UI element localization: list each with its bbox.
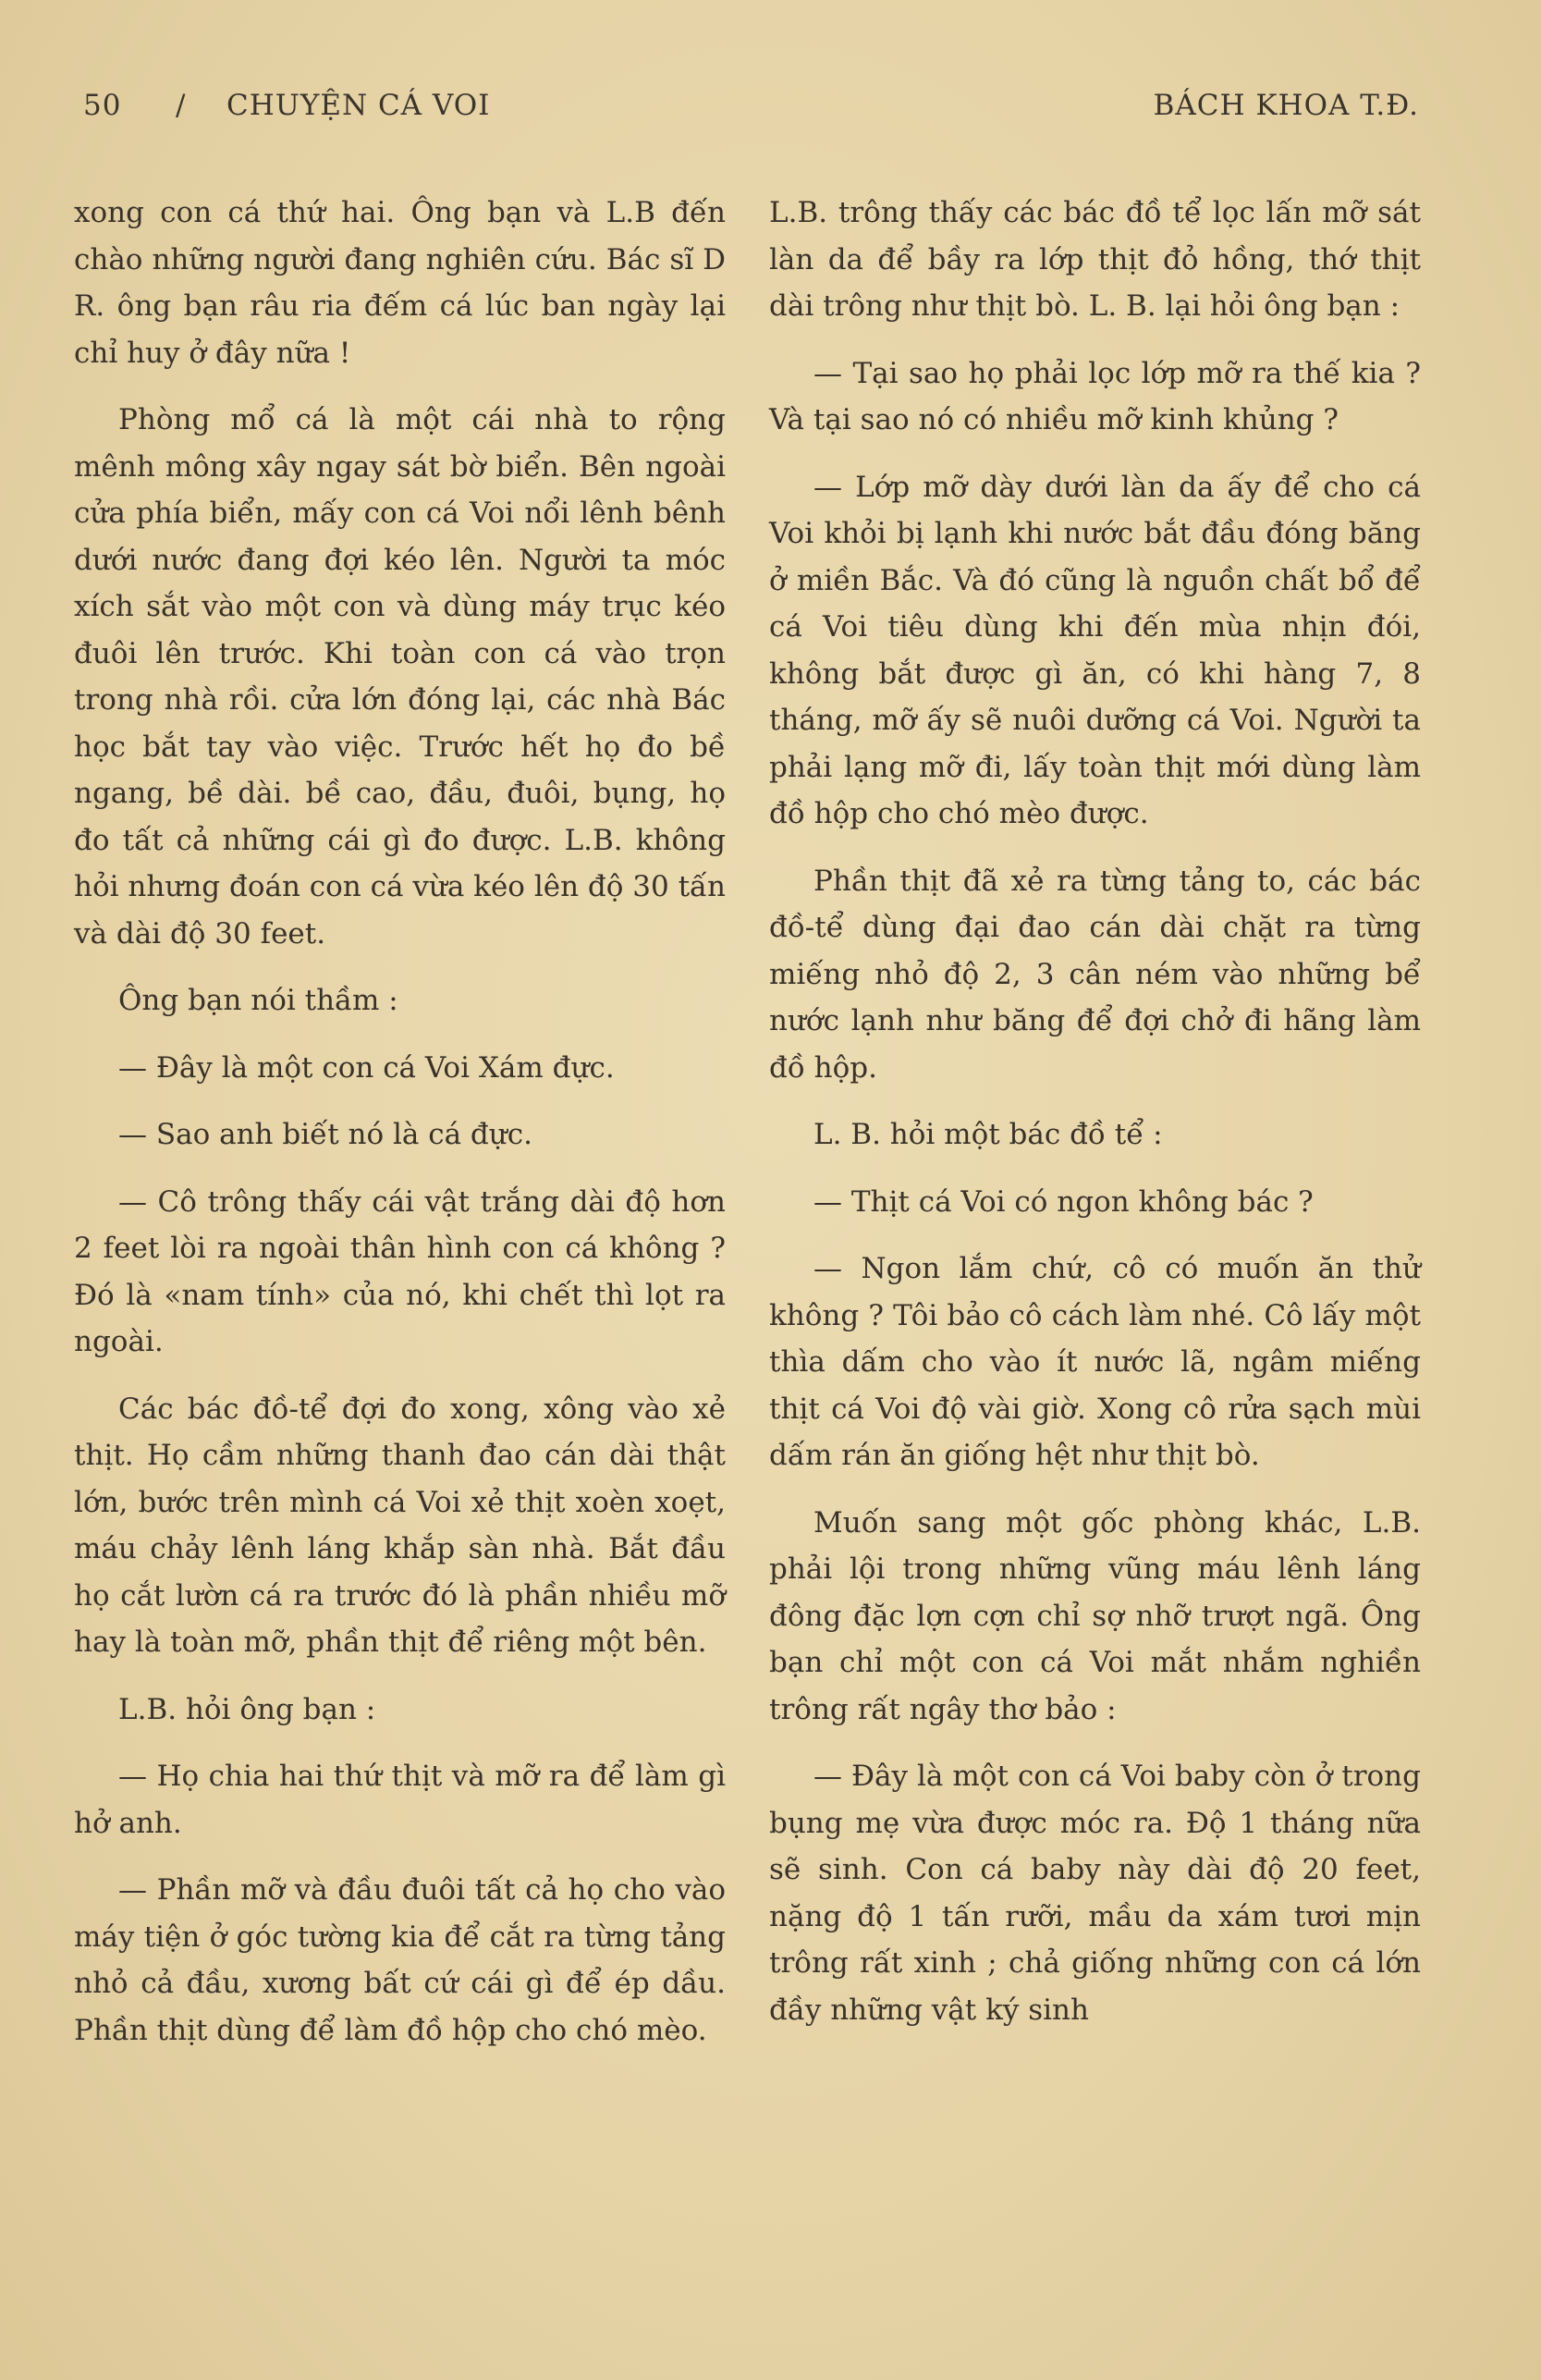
paragraph: — Tại sao họ phải lọc lớp mỡ ra thế kia ? Và tại sao nó có nhiều mỡ kinh khủng ? — [769, 356, 1421, 436]
magazine-name: BÁCH KHOA T.Đ. — [1153, 89, 1419, 122]
right-column — [769, 190, 1421, 2054]
paragraph: L.B. hỏi ông bạn : — [118, 1692, 376, 1726]
paragraph: Các bác đồ-tể đợi đo xong, xông vào xẻ thịt. Họ cầm những thanh đao cán dài thật lớn, bước trên mình cá Voi xẻ thịt xoèn xoẹt, máu chảy lênh láng khắp sàn nhà. Bắt đầu họ cắt lườn cá ra trước đó là phần nhiều mỡ hay là toàn mỡ, phần thịt để riêng một bên. — [74, 1392, 726, 1659]
left-column — [74, 190, 726, 2074]
article-title: CHUYỆN CÁ VOI — [226, 89, 491, 122]
paragraph: — Đây là một con cá Voi baby còn ở trong bụng mẹ vừa được móc ra. Độ 1 tháng nữa sẽ sinh. Con cá baby này dài độ 20 feet, nặng độ 1 tấn rưỡi, mầu da xám tươi mịn trông rất xinh ; chả giống những con cá lớn đầy những vật ký sinh — [769, 1760, 1421, 2027]
paragraph: Phòng mổ cá là một cái nhà to rộng mênh mông xây ngay sát bờ biển. Bên ngoài cửa phía biển, mấy con cá Voi nổi lênh bênh dưới nước đang đợi kéo lên. Người ta móc xích sắt vào một con và dùng máy trục kéo đuôi lên trước. Khi toàn con cá vào trọn trong nhà rồi. cửa lớn đóng lại, các nhà Bác học bắt tay vào việc. Trước hết họ đo bề ngang, bề dài. bề cao, đầu, đuôi, bụng, họ đo tất cả những cái gì đo được. L.B. không hỏi nhưng đoán con cá vừa kéo lên độ 30 tấn và dài độ 30 feet. — [74, 403, 726, 951]
paragraph: — Họ chia hai thứ thịt và mỡ ra để làm gì hở anh. — [74, 1760, 726, 1840]
paragraph: — Ngon lắm chứ, cô có muốn ăn thử không ? Tôi bảo cô cách làm nhé. Cô lấy một thìa dấm cho vào ít nước lã, ngâm miếng thịt cá Voi độ vài giờ. Xong cô rửa sạch mùi dấm rán ăn giống hệt như thịt bò. — [769, 1252, 1421, 1472]
paragraph: — Lớp mỡ dày dưới làn da ấy để cho cá Voi khỏi bị lạnh khi nước bắt đầu đóng băng ở miền Bắc. Và đó cũng là nguồn chất bổ để cá Voi tiêu dùng khi đến mùa nhịn đói, không bắt được gì ăn, có khi hàng 7, 8 tháng, mỡ ấy sẽ nuôi dưỡng cá Voi. Người ta phải lạng mỡ đi, lấy toàn thịt mới dùng làm đồ hộp cho chó mèo được. — [769, 470, 1421, 830]
page-number: 50 — [83, 89, 122, 122]
paragraph: L. B. hỏi một bác đồ tể : — [813, 1118, 1163, 1151]
paragraph: — Đây là một con cá Voi Xám đực. — [118, 1050, 615, 1085]
running-header — [83, 89, 1419, 135]
paragraph: L.B. trông thấy các bác đồ tể lọc lấn mỡ sát làn da để bầy ra lớp thịt đỏ hồng, thớ thịt dài trông như thịt bò. L. B. lại hỏi ông bạn : — [769, 196, 1421, 323]
paragraph: xong con cá thứ hai. Ông bạn và L.B đến chào những người đang nghiên cứu. Bác sĩ D R. ông bạn râu ria đếm cá lúc ban ngày lại chỉ huy ở đây nữa ! — [74, 196, 726, 370]
paragraph: Ông bạn nói thầm : — [118, 984, 398, 1017]
paragraph: — Cô trông thấy cái vật trắng dài độ hơn 2 feet lòi ra ngoài thân hình con cá không ? Đó là «nam tính» của nó, khi chết thì lọt ra ngoài. — [74, 1184, 726, 1358]
paragraph: Phần thịt đã xẻ ra từng tảng to, các bác đồ-tể dùng đại đao cán dài chặt ra từng miếng nhỏ độ 2, 3 cân ném vào những bể nước lạnh như băng để đợi chở đi hãng làm đồ hộp. — [769, 864, 1421, 1085]
paragraph: — Phần mỡ và đầu đuôi tất cả họ cho vào máy tiện ở góc tường kia để cắt ra từng tảng nhỏ cả đầu, xương bất cứ cái gì để ép dầu. Phần thịt dùng để làm đồ hộp cho chó mèo. — [74, 1873, 726, 2047]
header-separator: / — [176, 89, 187, 122]
paragraph: — Sao anh biết nó là cá đực. — [118, 1118, 532, 1151]
paragraph: — Thịt cá Voi có ngon không bác ? — [813, 1184, 1314, 1219]
paragraph: Muốn sang một gốc phòng khác, L.B. phải lội trong những vũng máu lênh láng đông đặc lợn cợn chỉ sợ nhỡ trượt ngã. Ông bạn chỉ một con cá Voi mắt nhắm nghiền trông rất ngây thơ bảo : — [769, 1505, 1421, 1726]
